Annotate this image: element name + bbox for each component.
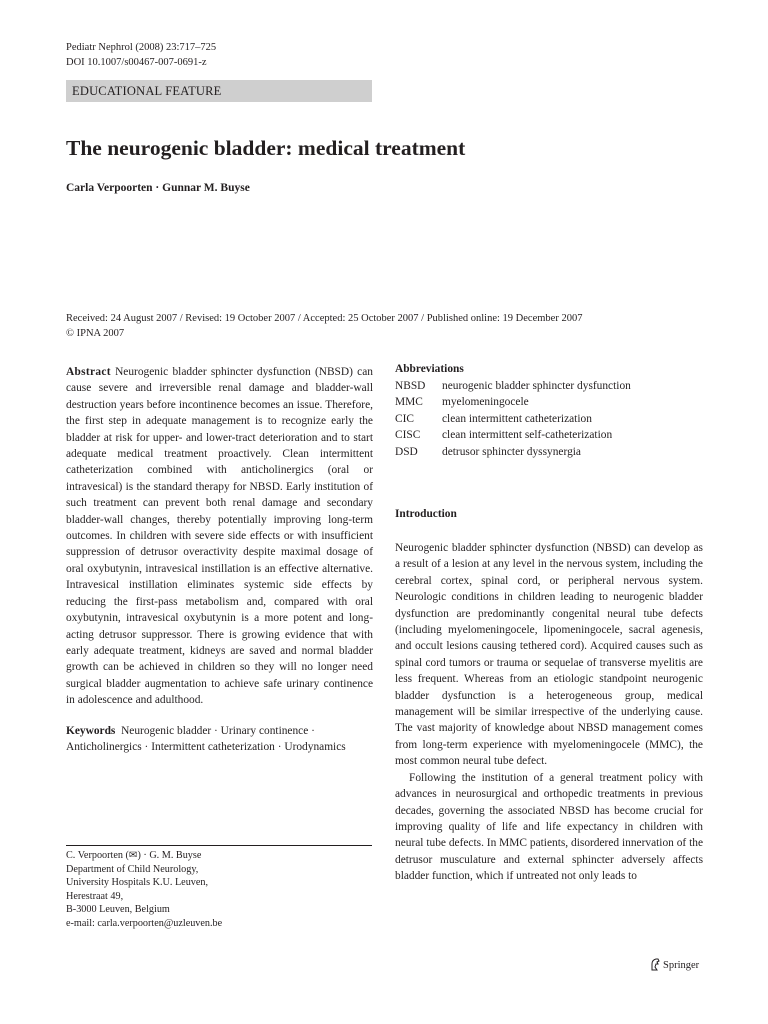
copyright-line: © IPNA 2007 [66,328,125,339]
intro-paragraph-2: Following the institution of a general treatment policy with advances in neurosurgical and orthopedic treatments in previous decades, governing the associated NBSD has become crucial for improving quality of life and life expectancy in children with neural tube defects. In MMC patients, disordered innervation of the detrusor musculature and external sphincter adversely affects bladder function, which if untreated not only leads to [395,771,703,883]
dates-line: Received: 24 August 2007 / Revised: 19 October 2007 / Accepted: 25 October 2007 / Published online: 19 December 2007 [66,313,583,324]
abbreviation-row [395,427,631,443]
abbreviations-heading: Abbreviations [395,363,464,375]
contact-hospital: University Hospitals K.U. Leuven, [66,877,209,888]
abbr-value: neurogenic bladder sphincter dysfunction [442,380,631,392]
correspondence [66,849,222,930]
keywords-label: Keywords [66,724,116,737]
abbr-value: detrusor sphincter dyssynergia [442,445,581,458]
abbr-key: NBSD [395,380,426,392]
abbr-key: CISC [395,429,421,442]
abbreviations-table [395,378,631,460]
abbreviation-row [395,378,631,394]
keywords-line-1 [66,723,373,739]
abbr-key: DSD [395,445,418,458]
abbr-value: clean intermittent self-catheterization [442,429,613,442]
abstract [66,364,373,709]
contact-city: B-3000 Leuven, Belgium [66,904,170,915]
publisher-name: Springer [663,960,700,971]
article-title: The neurogenic bladder: medical treatment [66,136,466,160]
publisher-logo [650,958,699,971]
abbr-value: clean intermittent catheterization [442,412,592,425]
contact-street: Herestraat 49, [66,890,124,902]
abbreviation-row [395,394,631,410]
journal-citation: Pediatr Nephrol (2008) 23:717–725 [66,42,217,53]
abbr-key: CIC [395,412,414,425]
section-label: EDUCATIONAL FEATURE [66,80,372,102]
intro-paragraph-1: Neurogenic bladder sphincter dysfunction (NBSD) can develop as a result of a lesion at any level in the nervous system, including the cerebral cortex, spinal cord, or peripheral nervous system. Neurologic conditions in children leading to neurogenic bladder dysfunction are predominantly congenital neural tube defects (including myelomeningocele, lipomeningocele, sacral agenesis, and occult lesions causing tethered cord). Acquired causes such as spinal cord tumors or trauma or sequelae of transverse myelitis are less frequent. Whereas from an etiologic standpoint neurogenic bladder dysfunction is a heterogeneous group, medical management will be similar irrespective of the underlying cause. The vast majority of knowledge about NBSD management comes from long-term experience with myelomeningocele (MMC), the most common neural tube defect. [395,542,703,768]
left-column [66,364,373,755]
contact-dept: Department of Child Neurology, [66,863,199,875]
introduction-body [395,540,703,885]
abstract-text: Neurogenic bladder sphincter dysfunction (NBSD) can cause severe and irreversible renal damage and bladder-wall destruction years before incontinence becomes an issue. Therefore, the first step in adequate management is to recognize early the bladder at risk for upper- and lower-tract deterioration and to start adequate medical treatment proactively. Clean intermittent catheterization combined with anticholinergics (oral or intravesical) is the standard therapy for NBSD. Early institution of such treatment can prevent both renal damage and secondary bladder-wall changes, thereby potentially improving long-term outcomes. In children with severe side effects or with insufficient suppression of detrusor overactivity despite maximal dosage of oral oxybutynin, intravesical instillation is an effective alternative. Intravesical instillation eliminates systemic side effects by reducing the first-pass metabolism and, compared with oral oxybutynin, intravesical oxybutynin is a more potent and long-acting detrusor suppressor. There is growing evidence that with early adequate treatment, kidneys are saved and normal bladder growth can be achieved in children so they will no longer need surgical bladder augmentation to achieve safe urinary continence in adolescence and adulthood. [66,366,373,707]
keywords-line-2: Anticholinergics · Intermittent catheterization · Urodynamics [66,740,346,753]
springer-horse-icon [650,958,661,971]
abbreviation-row [395,411,631,427]
doi: DOI 10.1007/s00467-007-0691-z [66,57,207,68]
authors: Carla Verpoorten · Gunnar M. Buyse [66,182,250,194]
publication-dates [66,311,582,341]
introduction-heading: Introduction [395,508,457,520]
footnote-divider [66,845,372,846]
abbr-value: myelomeningocele [442,396,529,409]
abbreviation-row [395,444,631,460]
abstract-label: Abstract [66,366,111,378]
abbr-key: MMC [395,396,423,409]
contact-names: C. Verpoorten (✉) · G. M. Buyse [66,850,202,861]
keywords-text-1: Neurogenic bladder · Urinary continence · [121,724,315,737]
contact-email: e-mail: carla.verpoorten@uzleuven.be [66,917,223,929]
